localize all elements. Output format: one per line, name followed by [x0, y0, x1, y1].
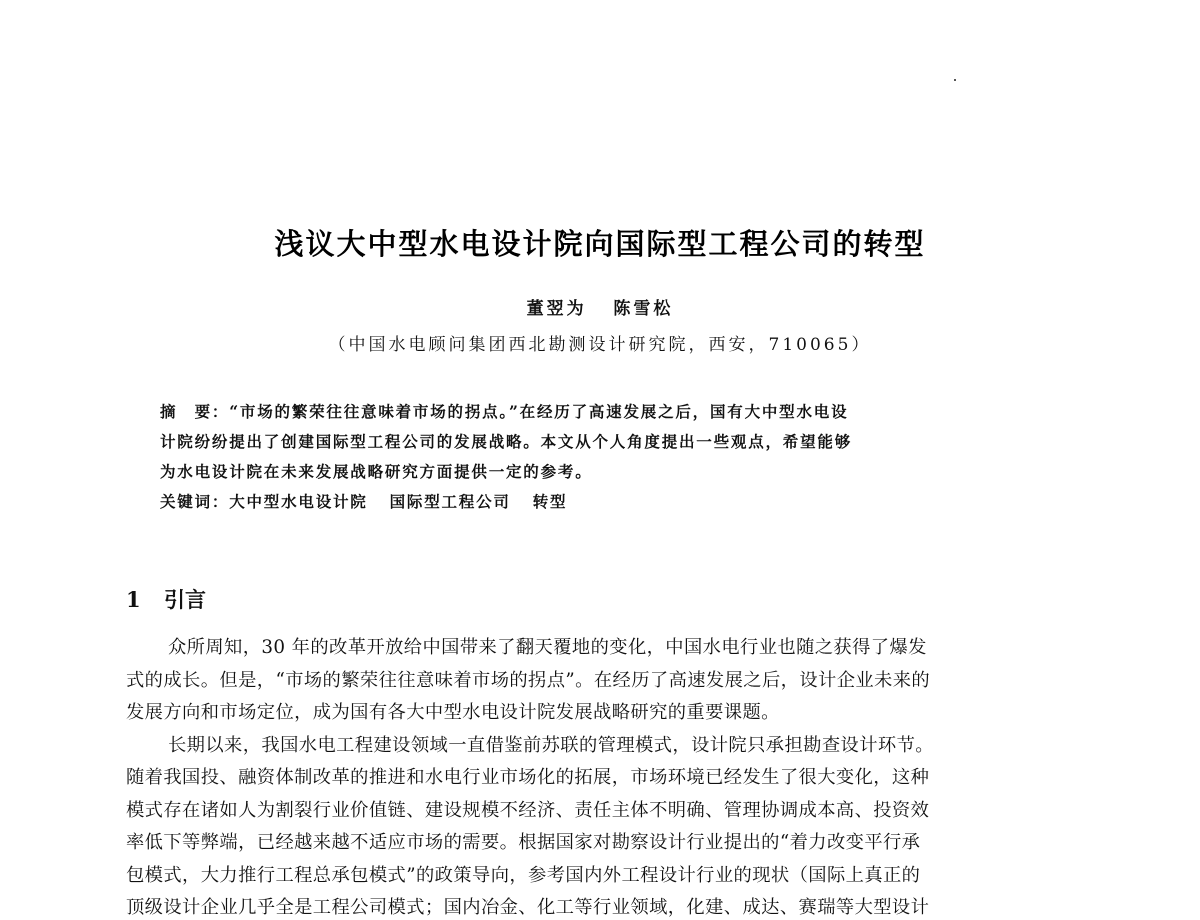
keyword: 大中型水电设计院	[229, 492, 368, 511]
body-line: 众所周知，30 年的改革开放给中国带来了翻天覆地的变化，中国水电行业也随之获得了爆发	[168, 637, 927, 658]
body-line: 模式存在诸如人为割裂行业价值链、建设规模不经济、责任主体不明确、管理协调成本高、投资效	[126, 799, 930, 821]
keyword: 转型	[532, 492, 568, 511]
body-line: 发展方向和市场定位，成为国有各大中型水电设计院发展战略研究的重要课题。	[126, 702, 780, 723]
body-text	[126, 634, 1066, 920]
section-heading	[126, 584, 206, 614]
body-line: 顶级设计企业几乎全是工程公司模式；国内冶金、化工等行业领域，化建、成达、赛瑞等大型设计	[126, 897, 930, 918]
abstract-line-2: 计院纷纷提出了创建国际型工程公司的发展战略。本文从个人角度提出一些观点，希望能够	[160, 432, 853, 451]
abstract-block	[160, 401, 1040, 521]
body-line: 长期以来，我国水电工程建设领域一直借鉴前苏联的管理模式，设计院只承担勘查设计环节。	[168, 734, 934, 756]
abstract-label: 摘 要：	[160, 403, 230, 421]
body-line: 率低下等弊端，已经越来越不适应市场的需要。根据国家对勘察设计行业提出的“着力改变平行承	[126, 832, 921, 853]
body-line: 随着我国投、融资体制改革的推进和水电行业市场化的拓展，市场环境已经发生了很大变化，这种	[126, 767, 930, 788]
abstract-line-1	[160, 401, 1040, 431]
keywords-label: 关键词：	[160, 493, 230, 511]
body-line: 包模式，大力推行工程总承包模式”的政策导向，参考国内外工程设计行业的现状（国际上真正的	[126, 864, 921, 886]
paper-authors: 董翌为 陈雪松	[526, 299, 674, 319]
scan-speck	[954, 79, 956, 81]
abstract-text: “市场的繁荣往往意味着市场的拐点。”在经历了高速发展之后，国有大中型水电设	[229, 402, 849, 421]
section-number: 1	[126, 587, 141, 612]
keywords-line	[160, 491, 1040, 521]
abstract-line-3: 为水电设计院在未来发展战略研究方面提供一定的参考。	[160, 462, 593, 481]
body-line: 式的成长。但是，“市场的繁荣往往意味着市场的拐点”。在经历了高速发展之后，设计企业未来的	[126, 669, 931, 691]
paper-title: 浅议大中型水电设计院向国际型工程公司的转型	[274, 227, 926, 261]
paper-affiliation: （中国水电顾问集团西北勘测设计研究院，西安，710065）	[328, 335, 872, 355]
keyword: 国际型工程公司	[389, 492, 511, 511]
section-title: 引言	[164, 587, 206, 612]
